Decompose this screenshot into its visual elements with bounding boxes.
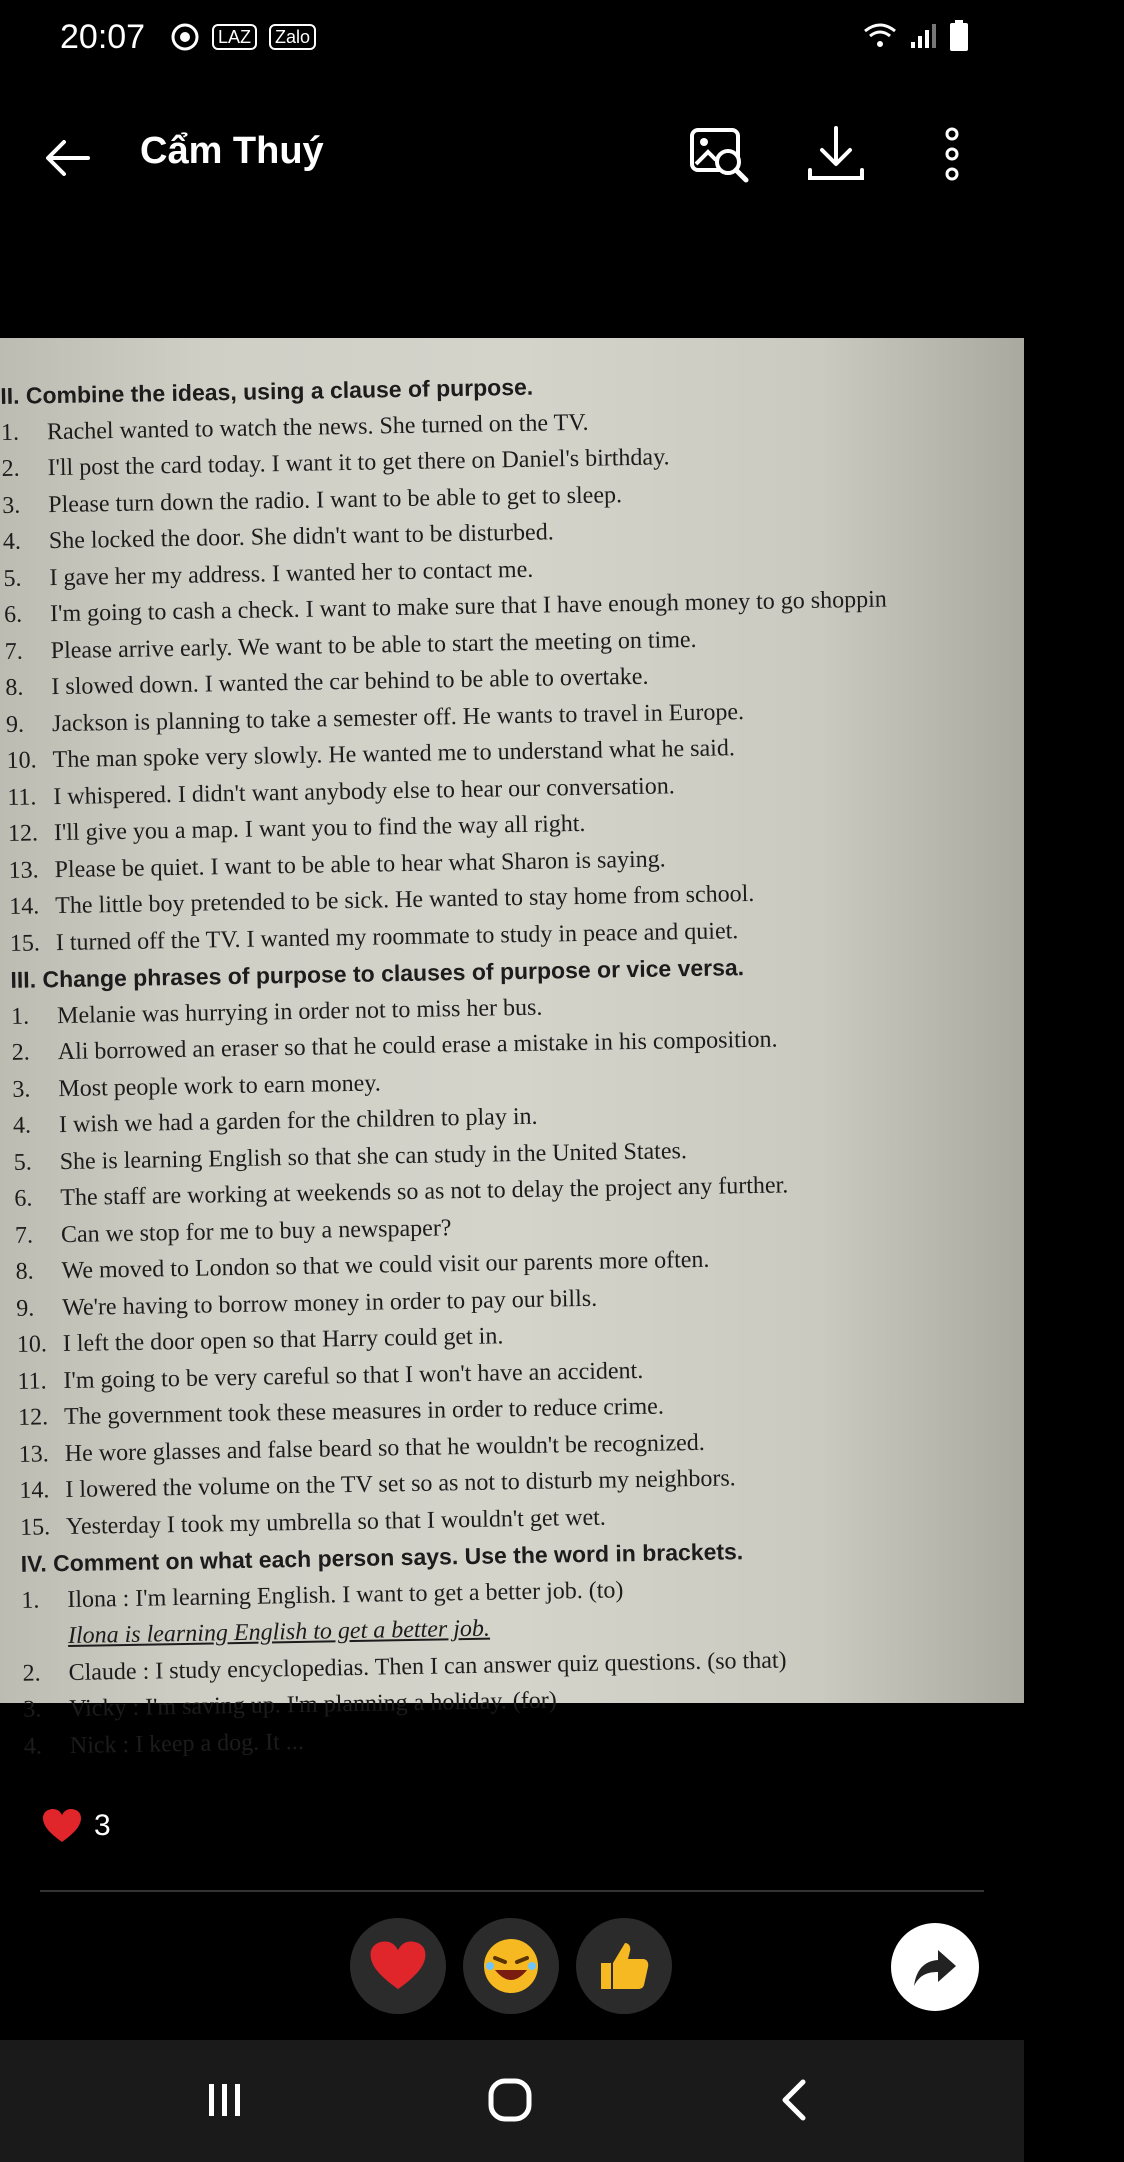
item-number: 1.	[0, 419, 20, 446]
item-number: 6.	[14, 1185, 33, 1212]
item-number: 15.	[9, 929, 41, 957]
item-number: 11.	[17, 1367, 47, 1395]
status-time: 20:07	[60, 18, 146, 56]
item-number: 5.	[3, 565, 22, 592]
item-number: 14.	[9, 893, 40, 920]
system-navigation-bar	[0, 2040, 1024, 2162]
item-number: 13.	[8, 856, 39, 884]
heart-icon	[42, 1808, 82, 1844]
item-text: I'm going to be very careful so that I won't have an accident.	[63, 1357, 644, 1394]
item-text: I gave her my address. I wanted her to contact me.	[49, 556, 534, 591]
item-number: 4.	[23, 1732, 43, 1760]
section-3-list	[11, 979, 1120, 1546]
item-number: 3.	[12, 1076, 31, 1103]
download-button[interactable]	[804, 122, 868, 186]
item-text: She locked the door. She didn't want to be disturbed.	[48, 519, 554, 555]
item-text: Please turn down the radio. I want to be able to get to sleep.	[47, 481, 623, 518]
item-text: The staff are working at weekends so as not to delay the project any further.	[60, 1172, 789, 1212]
item-text: I'm going to cash a check. I want to make sure that I have enough money to go shoppin	[49, 586, 888, 628]
item-number: 7.	[4, 638, 23, 665]
app-bar-actions	[688, 122, 984, 186]
item-number: 10.	[16, 1331, 48, 1358]
heart-icon	[369, 1940, 427, 1992]
item-text: Can we stop for me to buy a newspaper?	[60, 1214, 452, 1248]
reaction-summary[interactable]	[42, 1808, 111, 1844]
item-text: Ilona : I'm learning English. I want to get a better job. (to)	[67, 1576, 624, 1613]
share-arrow-icon	[910, 1942, 960, 1992]
item-text: Ali borrowed an eraser so that he could erase a mistake in his composition.	[57, 1026, 778, 1066]
item-number: 1.	[21, 1587, 40, 1614]
item-number: 14.	[19, 1477, 50, 1504]
section-2-heading: II. Combine the ideas, using a clause of purpose.	[0, 373, 534, 409]
like-reaction-button[interactable]	[576, 1918, 672, 2014]
item-number: 9.	[16, 1295, 35, 1322]
item-number: 2.	[1, 455, 20, 482]
back-button[interactable]	[40, 130, 96, 186]
thumbs-up-icon	[595, 1937, 653, 1995]
item-number: 11.	[7, 783, 37, 811]
item-number	[22, 1643, 68, 1644]
item-number: 4.	[12, 1112, 32, 1139]
home-button[interactable]	[475, 2070, 545, 2130]
status-notification-icons	[170, 22, 316, 52]
laugh-reaction-button[interactable]	[463, 1918, 559, 2014]
section-4-heading: IV. Comment on what each person says. Use the word in brackets.	[20, 1538, 744, 1577]
item-text: Melanie was hurrying in order not to miss her bus.	[56, 994, 543, 1029]
section-2-list	[1, 395, 1110, 962]
app-bar	[0, 100, 1024, 205]
item-number: 12.	[7, 820, 39, 847]
item-text: Yesterday I took my umbrella so that I wouldn't get wet.	[65, 1504, 607, 1540]
item-text: The man spoke very slowly. He wanted me to understand what he said.	[52, 735, 736, 774]
nav-back-button[interactable]	[760, 2070, 830, 2130]
item-number: 2.	[11, 1039, 31, 1066]
item-text: I lowered the volume on the TV set so as not to disturb my neighbors.	[65, 1465, 736, 1504]
laz-badge: LAZ	[212, 24, 257, 50]
arrow-left-icon	[40, 130, 96, 186]
item-number: 4.	[2, 528, 22, 555]
zalo-badge: Zalo	[269, 24, 316, 50]
heart-reaction-button[interactable]	[350, 1918, 446, 2014]
item-number: 10.	[6, 747, 37, 774]
more-vertical-icon	[942, 124, 962, 184]
item-text: Jackson is planning to take a semester off. He wants to travel in Europe.	[51, 698, 745, 737]
reaction-bar	[0, 1918, 1024, 2018]
item-text: Please arrive early. We want to be able to start the meeting on time.	[50, 626, 697, 664]
item-number: 5.	[13, 1149, 32, 1176]
item-number: 8.	[15, 1258, 34, 1285]
item-number: 8.	[5, 674, 24, 701]
item-number: 12.	[17, 1404, 49, 1431]
divider	[40, 1890, 984, 1892]
item-number: 2.	[22, 1659, 41, 1687]
example-answer-text: Ilona is learning English to get a better job.	[67, 1615, 491, 1650]
item-text: Claude : I study encyclopedias. Then I can answer quiz questions. (so that)	[68, 1646, 787, 1686]
item-text: Rachel wanted to watch the news. She turned on the TV.	[46, 409, 589, 445]
recent-apps-button[interactable]	[190, 2070, 260, 2130]
battery-icon	[949, 20, 969, 52]
laughing-face-icon	[481, 1936, 541, 1996]
item-text: He wore glasses and false beard so that he wouldn't be recognized.	[64, 1429, 706, 1467]
item-number: 7.	[14, 1222, 34, 1249]
item-number: 9.	[5, 711, 25, 738]
item-text: I whispered. I didn't want anybody else to hear our conversation.	[53, 772, 675, 810]
recent-apps-icon	[203, 2080, 247, 2120]
item-number: 3.	[1, 492, 21, 519]
item-number: 3.	[23, 1696, 42, 1723]
signal-icon	[909, 22, 937, 50]
item-text: I'll give you a map. I want you to find the way all right.	[53, 810, 586, 847]
item-number: 1.	[10, 1003, 30, 1030]
photo-viewer[interactable]	[0, 338, 1024, 1760]
share-button[interactable]	[891, 1923, 979, 2011]
item-number: 6.	[3, 601, 23, 628]
page-title: Cẩm Thuý	[140, 130, 324, 172]
item-text: I slowed down. I wanted the car behind to be able to overtake.	[51, 663, 649, 701]
item-text: The government took these measures in order to reduce crime.	[63, 1393, 665, 1431]
item-text: I left the door open so that Harry could get in.	[62, 1323, 504, 1358]
section-4-list	[21, 1563, 1124, 1765]
section-3-heading: III. Change phrases of purpose to clauses of purpose or vice versa.	[10, 954, 745, 993]
item-number: 13.	[18, 1440, 50, 1468]
item-text: The little boy pretended to be sick. He wanted to stay home from school.	[54, 880, 755, 920]
item-text: Please be quiet. I want to be able to hear what Sharon is saying.	[54, 845, 666, 883]
wifi-icon	[863, 22, 897, 50]
worksheet-page	[0, 359, 1124, 1765]
item-text: I wish we had a garden for the children to play in.	[58, 1103, 538, 1139]
chevron-left-icon	[775, 2078, 815, 2122]
item-text: Vicky : I'm saving up. I'm planning a holiday. (for)	[69, 1687, 557, 1722]
chrome-icon	[170, 22, 200, 52]
item-text: We're having to borrow money in order to pay our bills.	[62, 1285, 598, 1321]
item-text: I'll post the card today. I want it to get there on Daniel's birthday.	[47, 444, 670, 482]
download-icon	[804, 122, 868, 186]
item-text: Most people work to earn money.	[58, 1069, 381, 1102]
item-text: She is learning English so that she can study in the United States.	[59, 1137, 688, 1175]
item-text: I turned off the TV. I wanted my roommate to study in peace and quiet.	[55, 917, 739, 956]
item-text: We moved to London so that we could visit our parents more often.	[61, 1246, 710, 1285]
image-search-button[interactable]	[688, 122, 752, 186]
more-options-button[interactable]	[920, 122, 984, 186]
item-number: 15.	[19, 1513, 51, 1541]
status-bar	[0, 0, 1024, 80]
image-search-icon	[688, 122, 752, 186]
status-system-icons	[863, 20, 969, 52]
reaction-count: 3	[94, 1809, 111, 1842]
item-text: Nick : I keep a dog. It ...	[69, 1728, 305, 1759]
home-icon	[487, 2077, 533, 2123]
